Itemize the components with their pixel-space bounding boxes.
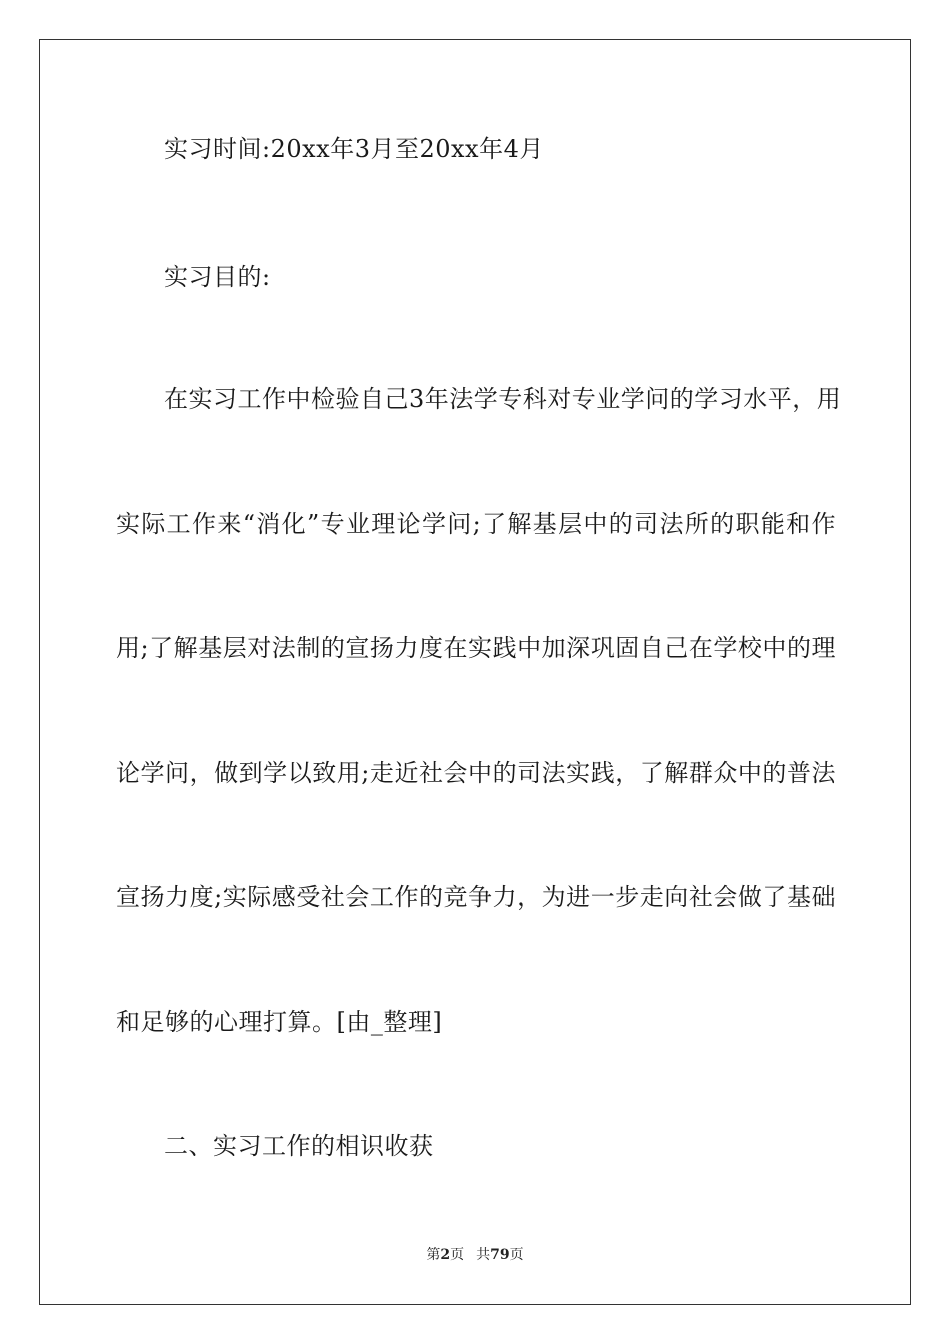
- page-number: 2: [440, 1247, 451, 1263]
- paragraph-line: 和足够的心理打算。[由_整理]: [116, 1008, 443, 1036]
- total-suffix: 页: [509, 1247, 524, 1263]
- page-border: [39, 39, 911, 1305]
- paragraph-line: 宣扬力度;实际感受社会工作的竞争力，为进一步走向社会做了基础: [116, 883, 836, 911]
- internship-time-line: 实习时间:20xx年3月至20xx年4月: [164, 135, 544, 163]
- page-suffix: 页: [450, 1247, 465, 1263]
- page-prefix: 第: [426, 1247, 441, 1263]
- total-pages: 79: [490, 1247, 510, 1263]
- page-footer: [0, 1246, 950, 1264]
- paragraph-line: 在实习工作中检验自己3年法学专科对专业学问的学习水平，用: [164, 385, 842, 413]
- paragraph-line: 论学问，做到学以致用;走近社会中的司法实践，了解群众中的普法: [116, 759, 836, 787]
- internship-purpose-heading: 实习目的:: [164, 263, 271, 291]
- section-heading: 二、实习工作的相识收获: [164, 1132, 434, 1160]
- paragraph-line: 实际工作来“消化”专业理论学问;了解基层中的司法所的职能和作: [116, 510, 836, 538]
- total-prefix: 共: [476, 1247, 491, 1263]
- paragraph-line: 用;了解基层对法制的宣扬力度在实践中加深巩固自己在学校中的理: [116, 634, 836, 662]
